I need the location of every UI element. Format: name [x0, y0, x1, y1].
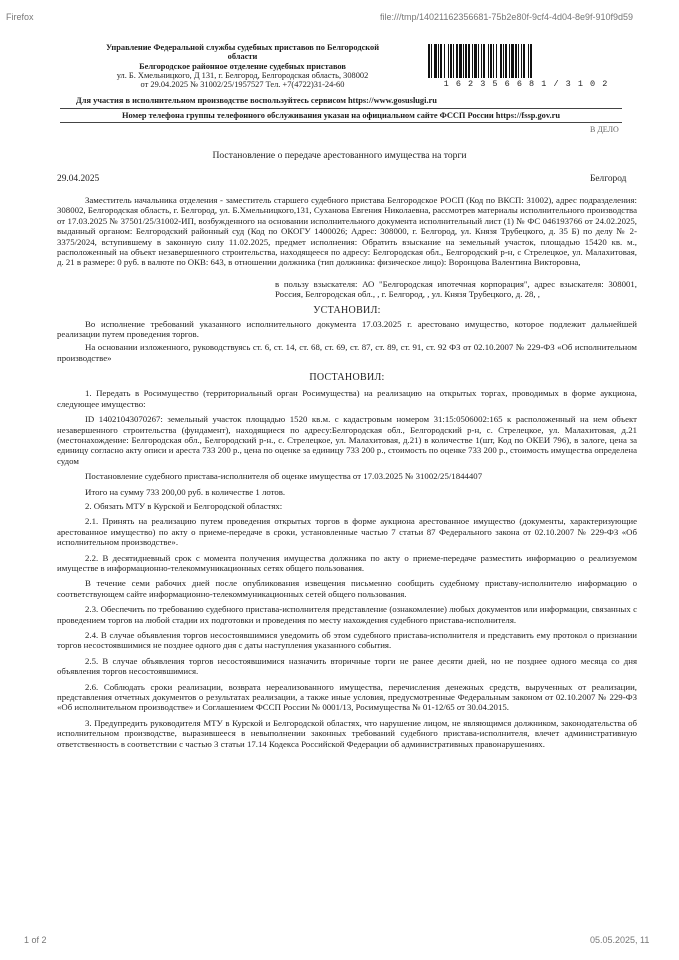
- header-divider-bottom: [60, 122, 622, 123]
- header-divider-top: [60, 108, 622, 109]
- barcode-bar: [532, 44, 533, 78]
- item-2-2: 2.2. В десятидневный срок с момента получения имущества должника по акту о приеме-передаче разместить информацию о реализуемом имуществе в информационно-телекоммуникационных сетях общего пользования.: [57, 552, 637, 573]
- valuation-reference: Постановление судебного пристава-исполнителя об оценке имущества от 17.03.2025 № 31002/25/1844407: [85, 471, 483, 482]
- item-2-6: 2.6. Соблюдать сроки реализации, возврата нереализованного имущества, перечисления денежных средств, вырученных от реализации, представления отчетных документов о результатах реализации, а также иные условия, предусмотренные Федеральным законом от 02.10.2007 № 229-ФЗ «Об исполнительном производстве» и Соглашением ФССП России № 0001/13, Росимущества № 01-12/65 от 30.04.2015.: [57, 681, 637, 713]
- item-2-heading: 2. Обязать МТУ в Курской и Белгородской областях:: [85, 500, 283, 511]
- postanovil-heading: ПОСТАНОВИЛ:: [309, 372, 385, 384]
- intro-paragraph: Заместитель начальника отделения - заместитель старшего судебного пристава Белгородское РОСП (Код по ВКСП: 31002), адрес подразделения: 308002, Белгородская область, г. Белгород, ул. Б.Хмельницкого,131, Суханова Евгения Николаевна, рассмотрев материалы исполнительного производства от 17.03.2025 № 37501/25/31002-ИП, возбужденного на основании исполнительного документа исполнительный лист (1) № ФС 046193766 от 24.02.2025, выданный органом: Белгородский районный суд (Код по ОКОГУ 1400026; Адрес: 308000, г. Белгород, ул. Князя Трубецкого, д. 35 Б) по делу № 2-3375/2024, вступившему в законную силу 11.02.2025, предмет исполнения: Обратить взыскание на земельный участок, площадью 15420 кв. м., расположенный на объект незавершенного строительства, находящееся по адресу: Белгородская обл., Белгородский р-н, с Стрелецкое, ул. Малахитовая, д. 21 в размере: 0 руб. в валюте по ОКВ: 643, в отношении должника (тип должника: физическое лицо): Воронцова Валентина Викторовна,: [57, 195, 637, 268]
- ustanovil-paragraph-2: На основании изложенного, руководствуясь ст. 6, ст. 14, ст. 68, ст. 69, ст. 87, ст. 89, ст. 91, ст. 92 ФЗ от 02.10.2007 № 229-ФЗ «Об исполнительном производстве»: [57, 342, 637, 363]
- document-reference: от 29.04.2025 № 31002/25/1957527 Тел. +7(4722)31-24-60: [140, 80, 345, 89]
- item-2-5: 2.5. В случае объявления торгов несостоявшимися назначить вторичные торги не ранее десяти дней, но не позднее одного месяца со дня объявления торгов несостоявшимися.: [57, 655, 637, 677]
- browser-app-name: Firefox: [6, 12, 34, 22]
- document-body: [57, 195, 637, 749]
- phone-service-note: Номер телефона группы телефонного обслуживания указан на официальном сайте ФССП России https://fssp.gov.ru: [121, 111, 561, 120]
- item-2-2-notice: В течение семи рабочих дней после опубликования извещения письменно сообщить судебному приставу-исполнителю информацию о соответствующем сайте информационно-телекоммуникационных сетей общего пользования.: [57, 578, 637, 599]
- department-address: ул. Б. Хмельницкого, Д 131, г. Белгород, Белгородская область, 308002: [116, 71, 369, 80]
- org-name-line2: области: [227, 52, 258, 61]
- property-item: ID 14021043070267: земельный участок площадью 1520 кв.м. с кадастровым номером 31:15:0506002:165 к расположенный на нем объект незавершенного строительства (фундамент), находящиеся по адресу:Белгородская обл., Белгородский р-н, с. Стрелецкое, ул. Малахитовая, д.21 (местонахождение: Белгородская обл., Белгородский р-н., с. Стрелецкое, ул. Малахитовая, д.21) в количестве 1(шт, Код по ОКЕИ 796), в залоге, цена за единицу согласно акту описи и ареста 733 200 р., цена по оценке за единицу 733 200 р., стоимость по оценке 733 200 р., стоимость имущества определена судом: [57, 414, 637, 466]
- total-amount: Итого на сумму 733 200,00 руб. в количестве 1 лотов.: [85, 486, 286, 497]
- ustanovil-heading: УСТАНОВИЛ:: [313, 304, 381, 316]
- redacted-gap: [57, 268, 637, 279]
- document-barcode: [428, 44, 624, 89]
- document-date: 29.04.2025: [57, 174, 100, 184]
- item-1-paragraph: 1. Передать в Росимущество (территориальный орган Росимущества) на реализацию на открытых торгах, проводимых в форме аукциона, следующее имущество:: [57, 388, 637, 409]
- creditor-text: в пользу взыскателя: АО "Белгородская ипотечная корпорация", адрес взыскателя: 308001, Россия, Белгородская обл., , г. Белгород, , ул. Князя Трубецкого, д. 28, ,: [275, 278, 637, 300]
- barcode-number: 1 6 2 3 5 6 6 8 1 / 3 1 0 2: [443, 79, 609, 89]
- document-title: Постановление о передаче арестованного имущества на торги: [212, 150, 467, 161]
- item-2-4: 2.4. В случае объявления торгов несостоявшимися уведомить об этом судебного пристава-исполнителя и представить ему протокол о признании торгов несостоявшимися не позднее одного дня с даты наступления указанного события.: [57, 630, 637, 651]
- item-2-3: 2.3. Обеспечить по требованию судебного пристава-исполнителя представление (ознакомление) любых документов или информации, связанных с проведением торгов на любой стадии их подготовки и проведения по месту нахождения судебного пристава-исполнителя.: [57, 604, 637, 625]
- org-name-line1: Управление Федеральной службы судебных приставов по Белгородской: [105, 43, 380, 52]
- creditor-paragraph: [57, 279, 637, 300]
- ustanovil-paragraph-1: Во исполнение требований указанного исполнительного документа 17.03.2025 г. арестовано имущество, которое подлежит дальнейшей реализации путем проведения торгов.: [57, 318, 637, 340]
- department-name: Белгородское районное отделение судебных приставов: [139, 62, 346, 71]
- item-3: 3. Предупредить руководителя МТУ в Курской и Белгородской областях, что нарушение лицом, не являющимся должником, законодательства об исполнительном производстве, выразившееся в невыполнении законных требований судебного пристава-исполнителя, влечет административную ответственность в соответствии с частью 3 статьи 17.14 Кодекса Российской Федерации об административных правонарушениях.: [57, 717, 637, 749]
- page-indicator: 1 of 2: [24, 935, 47, 945]
- gosuslugi-note: Для участия в исполнительном производстве воспользуйтесь сервисом https://www.gosuslugi.ru: [76, 96, 437, 105]
- document-city: Белгород: [590, 174, 627, 184]
- item-2-1: 2.1. Принять на реализацию путем проведения открытых торгов в форме аукциона арестованное имущество (документы, характеризующие арестованное имущество) по акту о приеме-передаче в сроки, установленные частью 7 статьи 87 Федерального закона от 02.10.2007 № 229-ФЗ «Об исполнительном производстве».: [57, 516, 637, 548]
- delo-stamp: В ДЕЛО: [590, 125, 619, 134]
- print-timestamp: 05.05.2025, 11: [590, 935, 650, 945]
- browser-url: file:///tmp/14021162356681-75b2e80f-9cf4-4d04-8e9f-910f9d59: [380, 12, 634, 22]
